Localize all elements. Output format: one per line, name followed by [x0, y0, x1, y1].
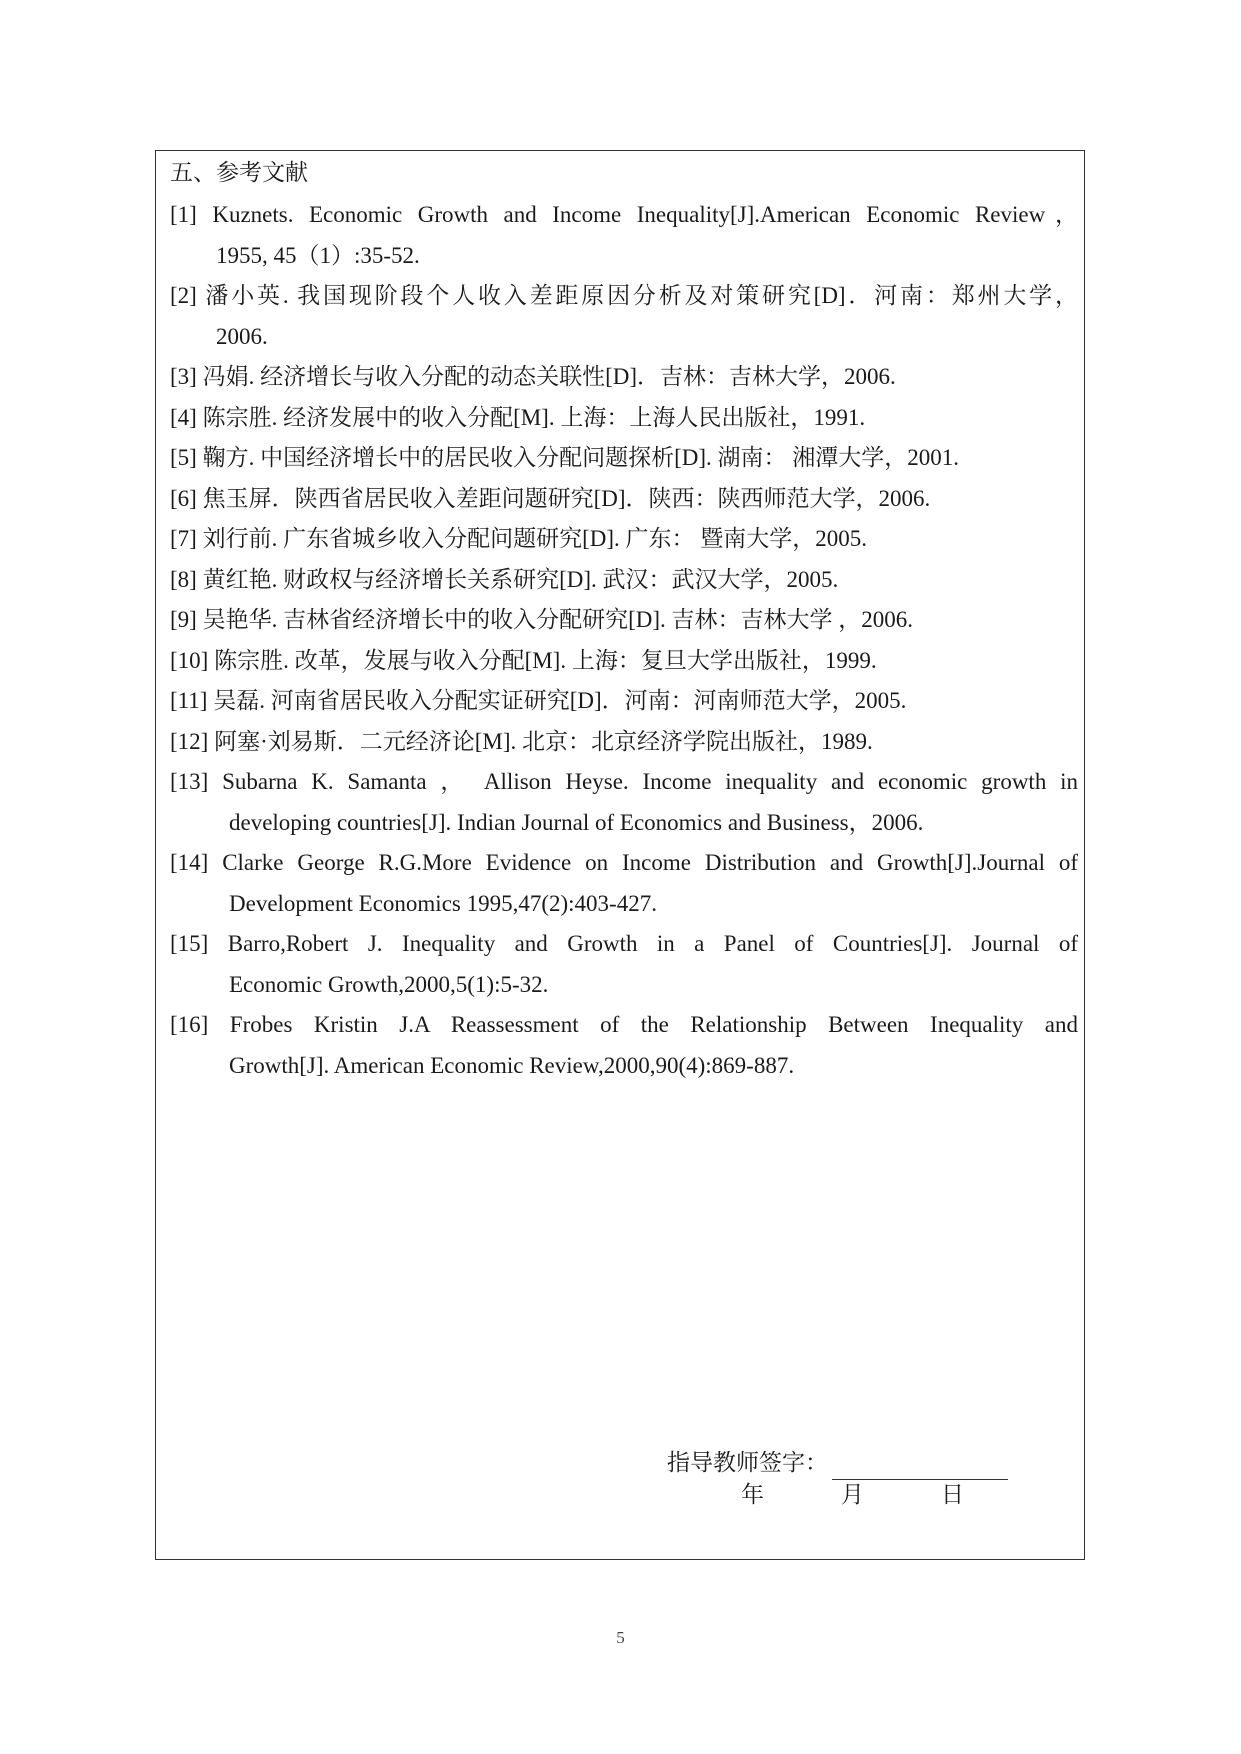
reference-item	[170, 438, 1078, 479]
reference-item	[170, 479, 1078, 520]
reference-text: [14] Clarke George R.G.More Evidence on Income Distribution and Growth[J].Journal of	[170, 850, 1078, 875]
reference-text: [13] Subarna K. Samanta ， Allison Heyse. Income inequality and economic growth in	[170, 769, 1078, 794]
reference-item	[170, 276, 1078, 357]
reference-text: [9] 吴艳华. 吉林省经济增长中的收入分配研究[D]. 吉林：吉林大学 ，2006.	[170, 607, 913, 632]
reference-list	[170, 195, 1078, 1086]
reference-item	[170, 195, 1078, 276]
signature-label: 指导教师签字：	[667, 1450, 828, 1475]
reference-item	[170, 1005, 1078, 1086]
reference-text: [10] 陈宗胜. 改革，发展与收入分配[M]. 上海：复旦大学出版社，1999.	[170, 647, 877, 673]
reference-item	[170, 600, 1078, 641]
reference-text: [16] Frobes Kristin J.A Reassessment of the Relationship Between Inequality and	[170, 1012, 1078, 1037]
reference-item	[170, 843, 1078, 924]
page-number: 5	[616, 1628, 625, 1647]
section-title: 五、参考文献	[170, 160, 308, 185]
reference-text: [5] 鞠方. 中国经济增长中的居民收入分配问题探析[D]. 湖南： 湘潭大学，2001.	[170, 445, 959, 470]
reference-text: [12] 阿塞·刘易斯．二元经济论[M]. 北京：北京经济学院出版社，1989.	[170, 728, 873, 754]
reference-item	[170, 357, 1078, 398]
reference-text-continuation: Economic Growth,2000,5(1):5-32.	[229, 971, 549, 997]
reference-text: [6] 焦玉屏．陕西省居民收入差距问题研究[D]．陕西：陕西师范大学，2006.	[170, 485, 931, 511]
reference-item	[170, 398, 1078, 439]
reference-item	[170, 560, 1078, 601]
reference-text: [8] 黄红艳. 财政权与经济增长关系研究[D]. 武汉：武汉大学，2005.	[170, 566, 839, 592]
reference-text-continuation: 1955, 45（1）:35-52.	[216, 242, 420, 268]
reference-text-continuation: Development Economics 1995,47(2):403-427.	[229, 890, 657, 916]
reference-text: [3] 冯娟. 经济增长与收入分配的动态关联性[D]．吉林：吉林大学，2006.	[170, 364, 896, 389]
reference-text-continuation: Growth[J]. American Economic Review,2000,90(4):869-887.	[229, 1052, 795, 1078]
reference-text: [1] Kuznets. Economic Growth and Income Inequality[J].American Economic Review，	[170, 202, 1078, 227]
reference-item	[170, 722, 1078, 763]
date-month-label: 月	[841, 1482, 864, 1507]
reference-item	[170, 641, 1078, 682]
reference-text: [15] Barro,Robert J. Inequality and Growth in a Panel of Countries[J]. Journal of	[170, 931, 1078, 956]
reference-text-continuation: developing countries[J]. Indian Journal of Economics and Business，2006.	[229, 809, 924, 835]
reference-item	[170, 924, 1078, 1005]
supervisor-signature-row	[667, 1446, 1008, 1480]
date-year-label: 年	[741, 1482, 764, 1507]
reference-text: [7] 刘行前. 广东省城乡收入分配问题研究[D]. 广东： 暨南大学，2005.	[170, 526, 867, 551]
reference-item	[170, 519, 1078, 560]
reference-text: [11] 吴磊. 河南省居民收入分配实证研究[D]．河南：河南师范大学，2005.	[170, 688, 907, 713]
reference-item	[170, 762, 1078, 843]
date-day-label: 日	[941, 1482, 964, 1507]
reference-text-continuation: 2006.	[216, 323, 268, 349]
reference-text: [4] 陈宗胜. 经济发展中的收入分配[M]. 上海：上海人民出版社，1991.	[170, 404, 866, 430]
signature-line[interactable]	[832, 1453, 1008, 1480]
reference-item	[170, 681, 1078, 722]
reference-text: [2] 潘小英. 我国现阶段个人收入差距原因分析及对策研究[D]．河南：郑州大学，	[170, 283, 1078, 308]
